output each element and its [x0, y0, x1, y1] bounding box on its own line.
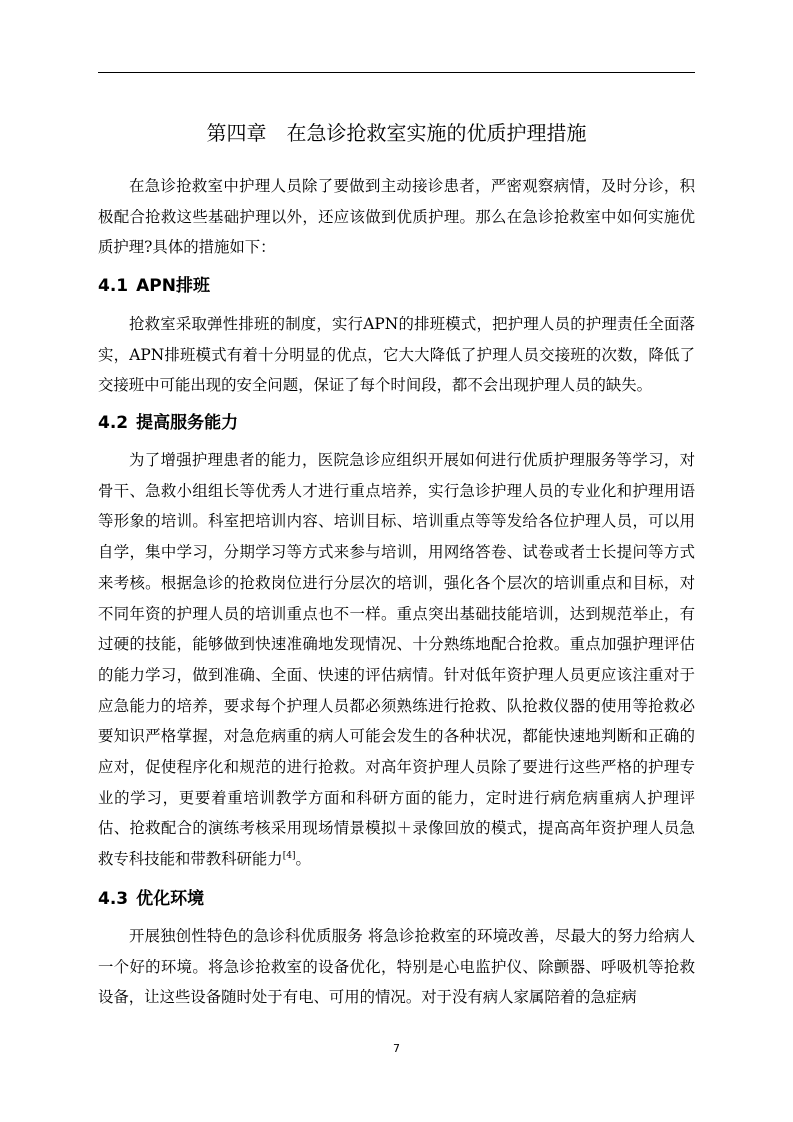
intro-paragraph: 在急诊抢救室中护理人员除了要做到主动接诊患者，严密观察病情，及时分诊，积极配合抢救这些基础护理以外，还应该做到优质护理。那么在急诊抢救室中如何实施优质护理?具体的措施如下：: [98, 177, 695, 257]
section-title: 优化环境: [136, 889, 205, 909]
section-4-2-paragraph: [98, 445, 695, 875]
section-number: 4.2: [98, 413, 129, 433]
section-heading-4-2: [98, 411, 695, 435]
section-heading-4-3: [98, 887, 695, 911]
paragraph-end: 。: [295, 850, 311, 869]
section-title: APN排班: [136, 276, 210, 296]
chapter-title: 第四章 在急诊抢救室实施的优质护理措施: [206, 121, 587, 146]
page-number: 7: [393, 1042, 400, 1055]
header-rule: [98, 72, 695, 73]
citation-marker: [4]: [282, 851, 296, 862]
section-number: 4.3: [98, 889, 129, 909]
section-heading-4-1: [98, 274, 695, 298]
section-title: 提高服务能力: [136, 413, 239, 433]
section-4-3-paragraph: 开展独创性特色的急诊科优质服务 将急诊抢救室的环境改善，尽最大的努力给病人一个好的环境。将急诊抢救室的设备优化，特别是心电监护仪、除颤器、呼吸机等抢救设备，让这些设备随时处于有电、可用的情况。对于没有病人家属陪着的急症病: [98, 927, 695, 1007]
section-4-1-paragraph: 抢救室采取弹性排班的制度，实行APN的排班模式，把护理人员的护理责任全面落实，APN排班模式有着十分明显的优点，它大大降低了护理人员交接班的次数，降低了交接班中可能出现的安全问题，保证了每个时间段，都不会出现护理人员的缺失。: [98, 315, 695, 395]
paragraph-text: 为了增强护理患者的能力，医院急诊应组织开展如何进行优质护理服务等学习，对骨干、急救小组组长等优秀人才进行重点培养，实行急诊护理人员的专业化和护理用语等形象的培训。科室把培训内容、培训目标、培训重点等等发给各位护理人员，可以用自学，集中学习，分期学习等方式来参与培训，用网络答卷、试卷或者士长提问等方式来考核。根据急诊的抢救岗位进行分层次的培训，强化各个层次的培训重点和目标，对不同年资的护理人员的培训重点也不一样。重点突出基础技能培训，达到规范举止，有过硬的技能，能够做到快速准确地发现情况、十分熟练地配合抢救。重点加强护理评估的能力学习，做到准确、全面、快速的评估病情。针对低年资护理人员更应该注重对于应急能力的培养，要求每个护理人员都必须熟练进行抢救、队抢救仪器的使用等抢救必要知识严格掌握，对急危病重的病人可能会发生的各种状况，都能快速地判断和正确的应对，促使程序化和规范的进行抢救。对高年资护理人员除了要进行这些严格的护理专业的学习，更要着重培训教学方面和科研方面的能力，定时进行病危病重病人护理评估、抢救配合的演练考核采用现场情景模拟＋录像回放的模式，提高高年资护理人员急救专科技能和带教科研能力: [98, 451, 695, 869]
section-number: 4.1: [98, 276, 129, 296]
